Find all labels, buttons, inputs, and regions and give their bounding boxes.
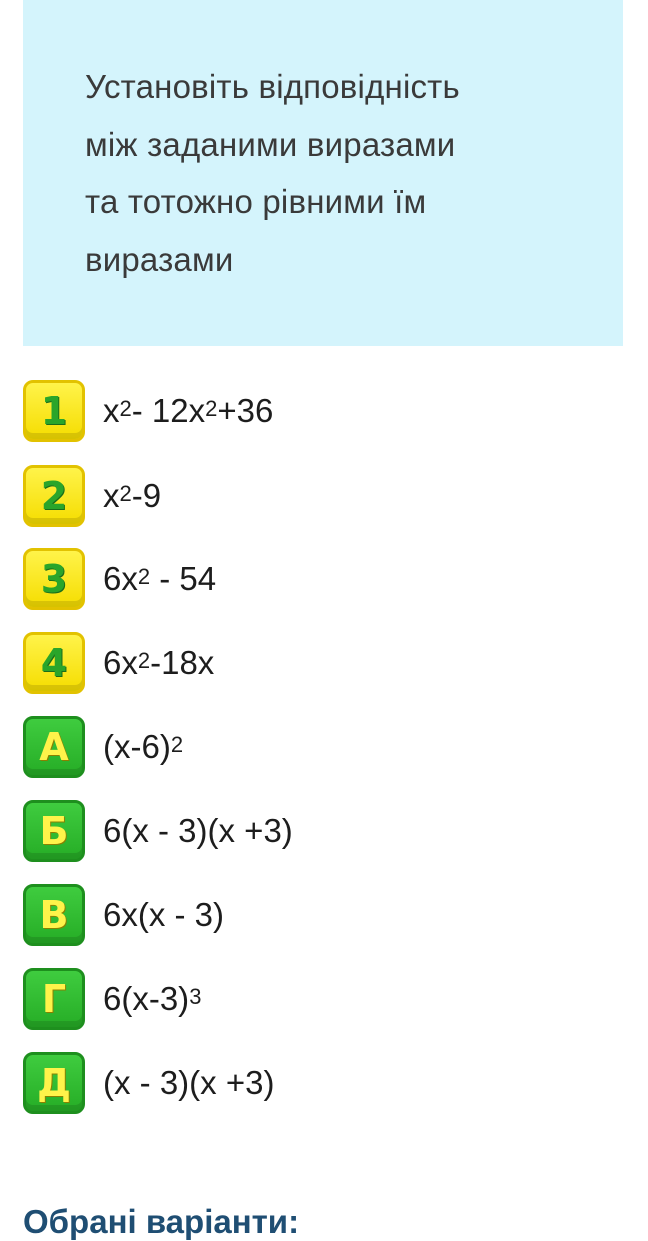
expression-v: 6x(x - 3) (103, 896, 225, 933)
expression-3: 6x $^2$ - 54 (103, 560, 217, 597)
expression-1: x $^2$ - 12x $^2$ +36 (103, 392, 274, 429)
badge-2: 2 (23, 465, 85, 527)
match-item-4 (23, 632, 623, 694)
question-panel (23, 0, 623, 346)
question-line-3: та тотожно рівними їм (85, 183, 427, 220)
match-item-g (23, 968, 623, 1030)
badge-v: В (23, 884, 85, 946)
question-line-2: між заданими виразами (85, 125, 456, 163)
badge-b: Б (23, 800, 85, 862)
expression-d: (x - 3)(x +3) (103, 1064, 275, 1101)
expression-b: 6(x - 3)(x +3) (103, 812, 293, 849)
badge-d: Д (23, 1052, 85, 1114)
match-item-v (23, 884, 623, 946)
expression-2: x $^2$ -9 (103, 477, 162, 514)
question-text (85, 58, 605, 288)
badge-1: 1 (23, 380, 85, 442)
question-line-4: виразами (85, 240, 234, 278)
badge-g: Г (23, 968, 85, 1030)
match-item-a (23, 716, 623, 778)
expression-g: 6(x-3) $^3$ (103, 980, 202, 1017)
match-item-1 (23, 380, 623, 442)
expression-a: (x-6) $^2$ (103, 728, 184, 765)
expression-4: 6x $^2$ -18x (103, 644, 215, 681)
badge-3: 3 (23, 548, 85, 610)
badge-a: А (23, 716, 85, 778)
match-item-3 (23, 548, 623, 610)
match-item-2 (23, 465, 623, 527)
match-item-b (23, 800, 623, 862)
selected-options-title: Обрані варіанти: (23, 1203, 300, 1240)
question-line-1: Установіть відповідність (85, 68, 460, 105)
badge-4: 4 (23, 632, 85, 694)
match-item-d (23, 1052, 623, 1114)
